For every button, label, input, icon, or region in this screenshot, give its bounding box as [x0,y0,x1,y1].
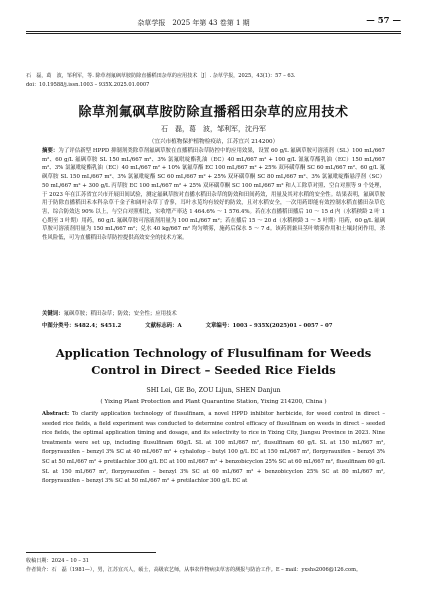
article-title-cn: 除草剂氟砜草胺防除直播稻田杂草的应用技术 [78,105,349,120]
journal-issue: 杂草学报 2025 年第 43 卷第 1 期 [137,19,250,27]
document-code: 文献标志码：A [145,323,182,329]
abstract-cn-text: 为了评估新型 HPPD 抑制剂类除草剂氟砜草胺在直播稻田杂草防控中的应用效果，设置 60 g/L 氟砜草胺可溶液剂（SL）100 mL/667 m²、60 g/L 氟砜草胺 SL 150 mL/667 m²、3% 氯氟吡啶酯乳油（EC）40 mL/667 m² + 100 g/L 氰氟草酯乳油（EC）150 mL/667 m²、3% 氯氟吡啶酯乳油（EC）40 mL/667 m² + 10% 氰氟草酯 EC 100 mL/667 m² + 25% 双环磺草酮 SC 60 mL/667 m²、60 g/L 氟砜草胺 SL 150 mL/667 m²、3% 氯氟吡啶酯 SC 60 mL/667 m² + 25% 双环磺草酮 SC 80 mL/667 m²、3% 氯氟吡啶酯悬浮剂（SC）50 mL/667 m² + 300 g/L 丙草胺 EC 100 mL/667 m² + 25% 双环磺草酮 SC 100 mL/667 m² 和人工除草对照、空白对照等 9 个处理，于 2023 年在江苏省宜兴市开展田间试验，测定氟砜草胺对直播水稻田杂草的防效和田间药效，用量及其对水稻的安全性。结果表明，氟砜草胺用于防除直播稻田禾本科杂草千金子和阔叶杂草丁香蓼，耳叶水苋均有较好的防效，且对水稻安全，一次用药即能有效控制水稻直播田杂草危害，综合防效达 90% 以上，与空白对照相比，实收增产率达 1 464.6% ～ 1 576.4%。若在水直播稻田播后 10 ～ 15 d 内（水稻秧龄 2 叶 1 心期至 3 叶期）用药，60 g/L 氟砜草胺可溶液剂用量为 100 mL/667 m²；若在播后 15 ～ 20 d（水稻秧龄 3 ～ 5 叶期）用药，60 g/L 氟砜草胺可溶液剂用量为 150 mL/667 m²；兑水 40 kg/667 m² 均匀喷雾，施药后保水 5 ～ 7 d。该药剂兼具茎叶喷雾作用和土壤封闭作用，杀性风险低，可为直播稻田杂草防控提供高效安全的技术方案。 [42,148,385,242]
authors-cn: 石 磊，葛 波，邹利军，沈丹军 [161,125,266,133]
abstract-cn-label: 摘要： [42,148,59,154]
author-bio: 作者简介：石 磊（1981—），男，江苏宜兴人，硕士，高级农艺师，从事农作物病虫草害的测报与防治工作。E – mail：yxshs2006@126.com。 [26,567,362,573]
clc-number: 中图分类号：S482.4；S451.2 [42,323,122,329]
abstract-en [42,410,385,487]
affiliation-en: ( Yixing Plant Protection and Plant Quarantine Station, Yixing 214200, China ) [100,399,327,405]
doi-line: doi：10.19588/j.issn.1003 – 935X.2025.01.0007 [26,81,150,88]
running-header [26,16,401,30]
keywords-cn-text: 氟砜草胺；稻田杂草；防效；安全性；应用技术 [63,311,177,317]
footnote-rule [26,552,156,553]
affiliation-cn: （宜兴市植物保护植物检疫站，江苏宜兴 214200） [148,139,279,145]
abstract-en-text: To clarify application technology of flusulfinam, a novel HPPD inhibitor herbicide, for weed control in direct – seeded rice fields, a field experiment was conducted to determine control efficacy of flusulfinam on weeds in direct – seeded rice fields, the optimal application timing and dosage, and its selectivity to rice in Yixing City, Jiangsu Province in 2023. Nine treatments were set up, including flusulfinam 60g/L SL at 100 mL/667 m², flusulfinam 60 g/L SL at 150 mL/667 m², florpyrauxifen – benzyl 3% SC at 40 mL/667 m² + cyhalofop – butyl 100 g/L EC at 150 mL/667 m², florpyrauxifen – benzyl 3% SC at 50 mL/667 m² + pretilachlor 300 g/L EC at 100 mL/667 m² + benzobicyclon 25% SC at 60 mL/667 m², flusulfinam 60 g/L SL at 150 mL/667 m², florpyrauxifen – benzyl 3% SC at 60 mL/667 m² + benzobicyclon 25% SC at 80 mL/667 m², florpyrauxifen – benzyl 3% SC at 50 mL/667 m² + pretilachlor 300 g/L EC at [42,411,386,485]
title-en-line1: Application Technology of Flusulfinam for Weeds [55,346,372,360]
received-date: 收稿日期：2024 – 10 – 31 [26,558,89,564]
authors-en: SHI Lei, GE Bo, ZOU Lijun, SHEN Danjun [146,387,281,394]
keywords-cn [42,309,385,317]
keywords-cn-label: 关键词： [42,311,64,317]
abstract-cn [42,147,385,243]
page-number: — 57 — [366,16,401,26]
article-number: 文章编号：1003 – 935X(2025)01 – 0057 – 07 [205,323,333,329]
classification-line [42,321,385,329]
abstract-en-label: Abstract: [42,411,70,417]
citation-line: 石 磊，葛 波，邹利军，等. 除草剂氟砜草胺防除直播稻田杂草的应用技术［J］. 杂草学报，2025，43(1)：57 – 63. [26,73,296,79]
citation-block [26,72,401,89]
title-en-line2: Control in Direct – Seeded Rice Fields [91,363,336,377]
header-rule-top [26,31,401,32]
article-title-en [0,345,427,379]
header-rule-bottom [26,33,401,34]
